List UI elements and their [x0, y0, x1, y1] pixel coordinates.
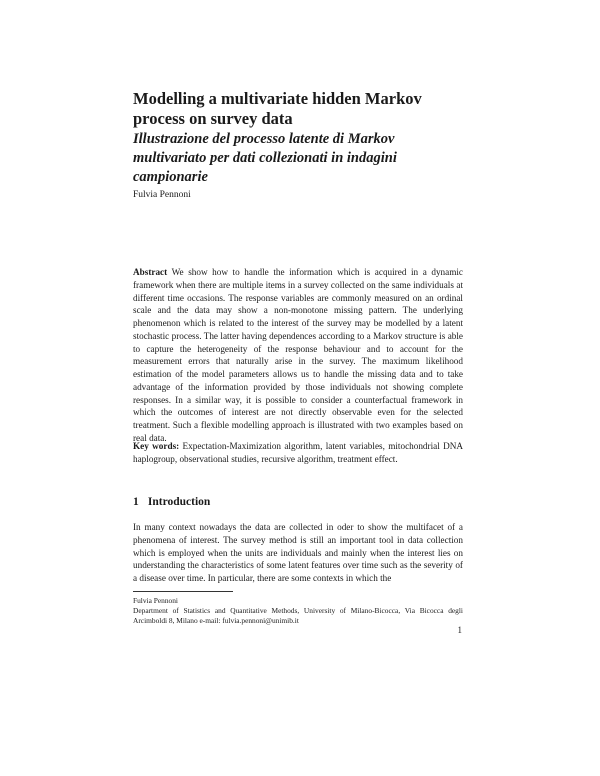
footnote-author: Fulvia Pennoni [133, 596, 178, 605]
abstract-text: We show how to handle the information which is acquired in a dynamic framework when there are multiple items in a survey collected on the same individuals at different time occasions. The response variables are commonly measured on an ordinal scale and the data may show a non-monotone missing pattern. The underlying phenomenon which is related to the interest of the survey may be modelled by a latent stochastic process. The latter having dependences according to a Markov structure is able to capture the heterogeneity of the response behaviour and to account for the measurement errors that naturally arise in the survey. The maximum likelihood estimation of the model parameters allows us to handle the missing data and to take advantage of the information provided by those individuals not showing complete responses. In a similar way, it is possible to consider a counterfactual framework in which the outcomes of interest are not directly observable even for the selected treatment. Such a flexible modelling approach is illustrated with two examples based on real data. [133, 267, 463, 443]
abstract [133, 266, 463, 445]
keywords-label: Key words: [133, 441, 180, 451]
paper-title: Modelling a multivariate hidden Markov process on survey data [133, 89, 422, 128]
keywords [133, 440, 463, 466]
page-number: 1 [457, 625, 462, 635]
author-footnote [133, 596, 463, 626]
footnote-rule [133, 591, 233, 592]
abstract-label: Abstract [133, 267, 168, 277]
footnote-affiliation: Department of Statistics and Quantitative Methods, University of Milano-Bicocca, Via Bicocca degli Arcimboldi 8, Milano e-mail: fulvia.pennoni@unimib.it [133, 606, 463, 625]
section-number: 1 [133, 496, 139, 508]
keywords-text: Expectation-Maximization algorithm, latent variables, mitochondrial DNA haplogroup, observational studies, recursive algorithm, treatment effect. [133, 441, 464, 464]
section-title: Introduction [147, 496, 211, 508]
section-heading [133, 495, 463, 509]
introduction-paragraph: In many context nowadays the data are collected in oder to show the multifacet of a phenomena of interest. The survey method is still an important tool in data collection which is employed when the units are individuals and mainly when the interest lies on understanding the characteristics of some latent features over time such as the severity of a disease over time. In particular, there are some contexts in which the [133, 522, 463, 583]
author-name: Fulvia Pennoni [133, 190, 191, 200]
paper-subtitle: Illustrazione del processo latente di Markov multivariato per dati collezionati in indagini campionarie [133, 131, 397, 185]
